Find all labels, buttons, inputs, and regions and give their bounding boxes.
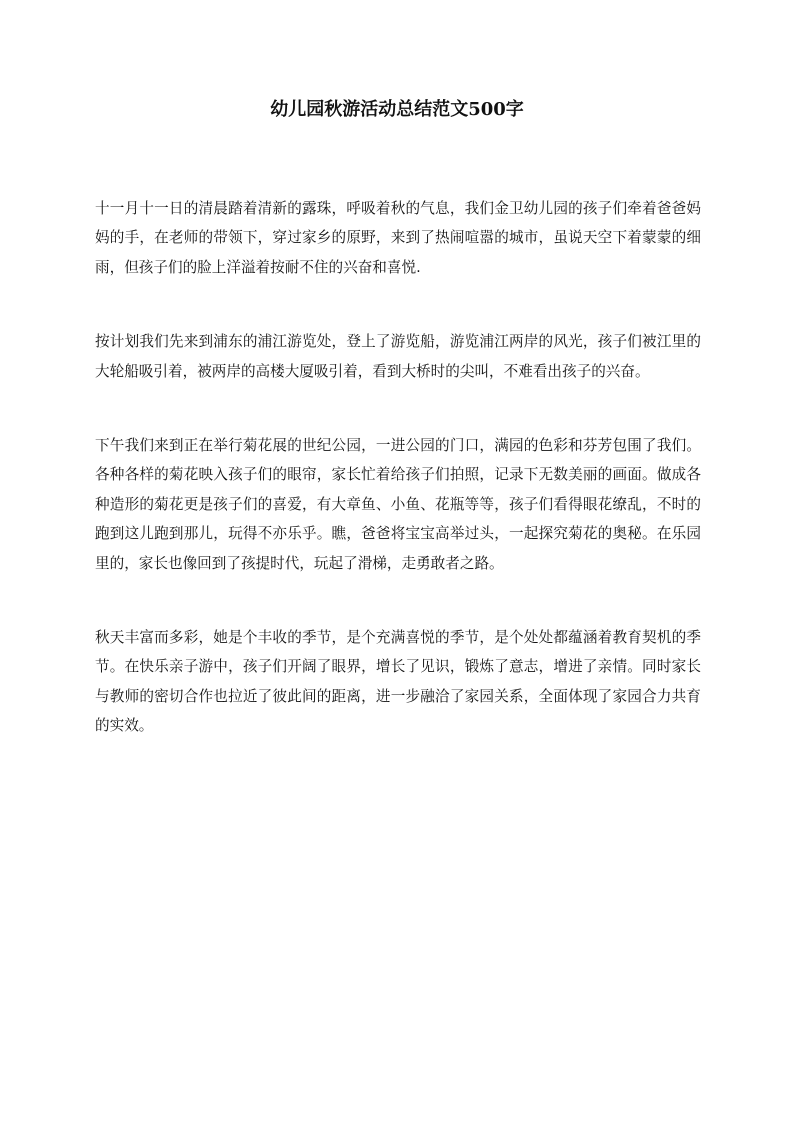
paragraph-1: 十一月十一日的清晨踏着清新的露珠，呼吸着秋的气息，我们金卫幼儿园的孩子们牵着爸爸妈妈的手，在老师的带领下，穿过家乡的原野，来到了热闹喧嚣的城市，虽说天空下着蒙蒙的细雨，但孩子们的脸上洋溢着按耐不住的兴奋和喜悦. [95,200,701,276]
paragraph-3: 下午我们来到正在举行菊花展的世纪公园，一进公园的门口，满园的色彩和芬芳包围了我们。各种各样的菊花映入孩子们的眼帘，家长忙着给孩子们拍照，记录下无数美丽的画面。做成各种造形的菊花更是孩子们的喜爱，有大章鱼、小鱼、花瓶等等，孩子们看得眼花缭乱，不时的跑到这儿跑到那儿，玩得不亦乐乎。瞧，爸爸将宝宝高举过头，一起探究菊花的奥秘。在乐园里的，家长也像回到了孩提时代，玩起了滑梯，走勇敢者之路。 [95,437,701,572]
document-title: 幼儿园秋游活动总结范文500字 [270,99,524,120]
paragraph-4: 秋天丰富而多彩，她是个丰收的季节，是个充满喜悦的季节，是个处处都蕴涵着教育契机的季节。在快乐亲子游中，孩子们开阔了眼界，增长了见识，锻炼了意志，增进了亲情。同时家长与教师的密切合作也拉近了彼此间的距离，进一步融洽了家园关系，全面体现了家园合力共育的实效。 [95,629,701,735]
paragraph-2: 按计划我们先来到浦东的浦江游览处，登上了游览船，游览浦江两岸的风光，孩子们被江里的大轮船吸引着，被两岸的高楼大厦吸引着，看到大桥时的尖叫，不难看出孩子的兴奋。 [95,333,701,380]
document-body [95,194,701,786]
